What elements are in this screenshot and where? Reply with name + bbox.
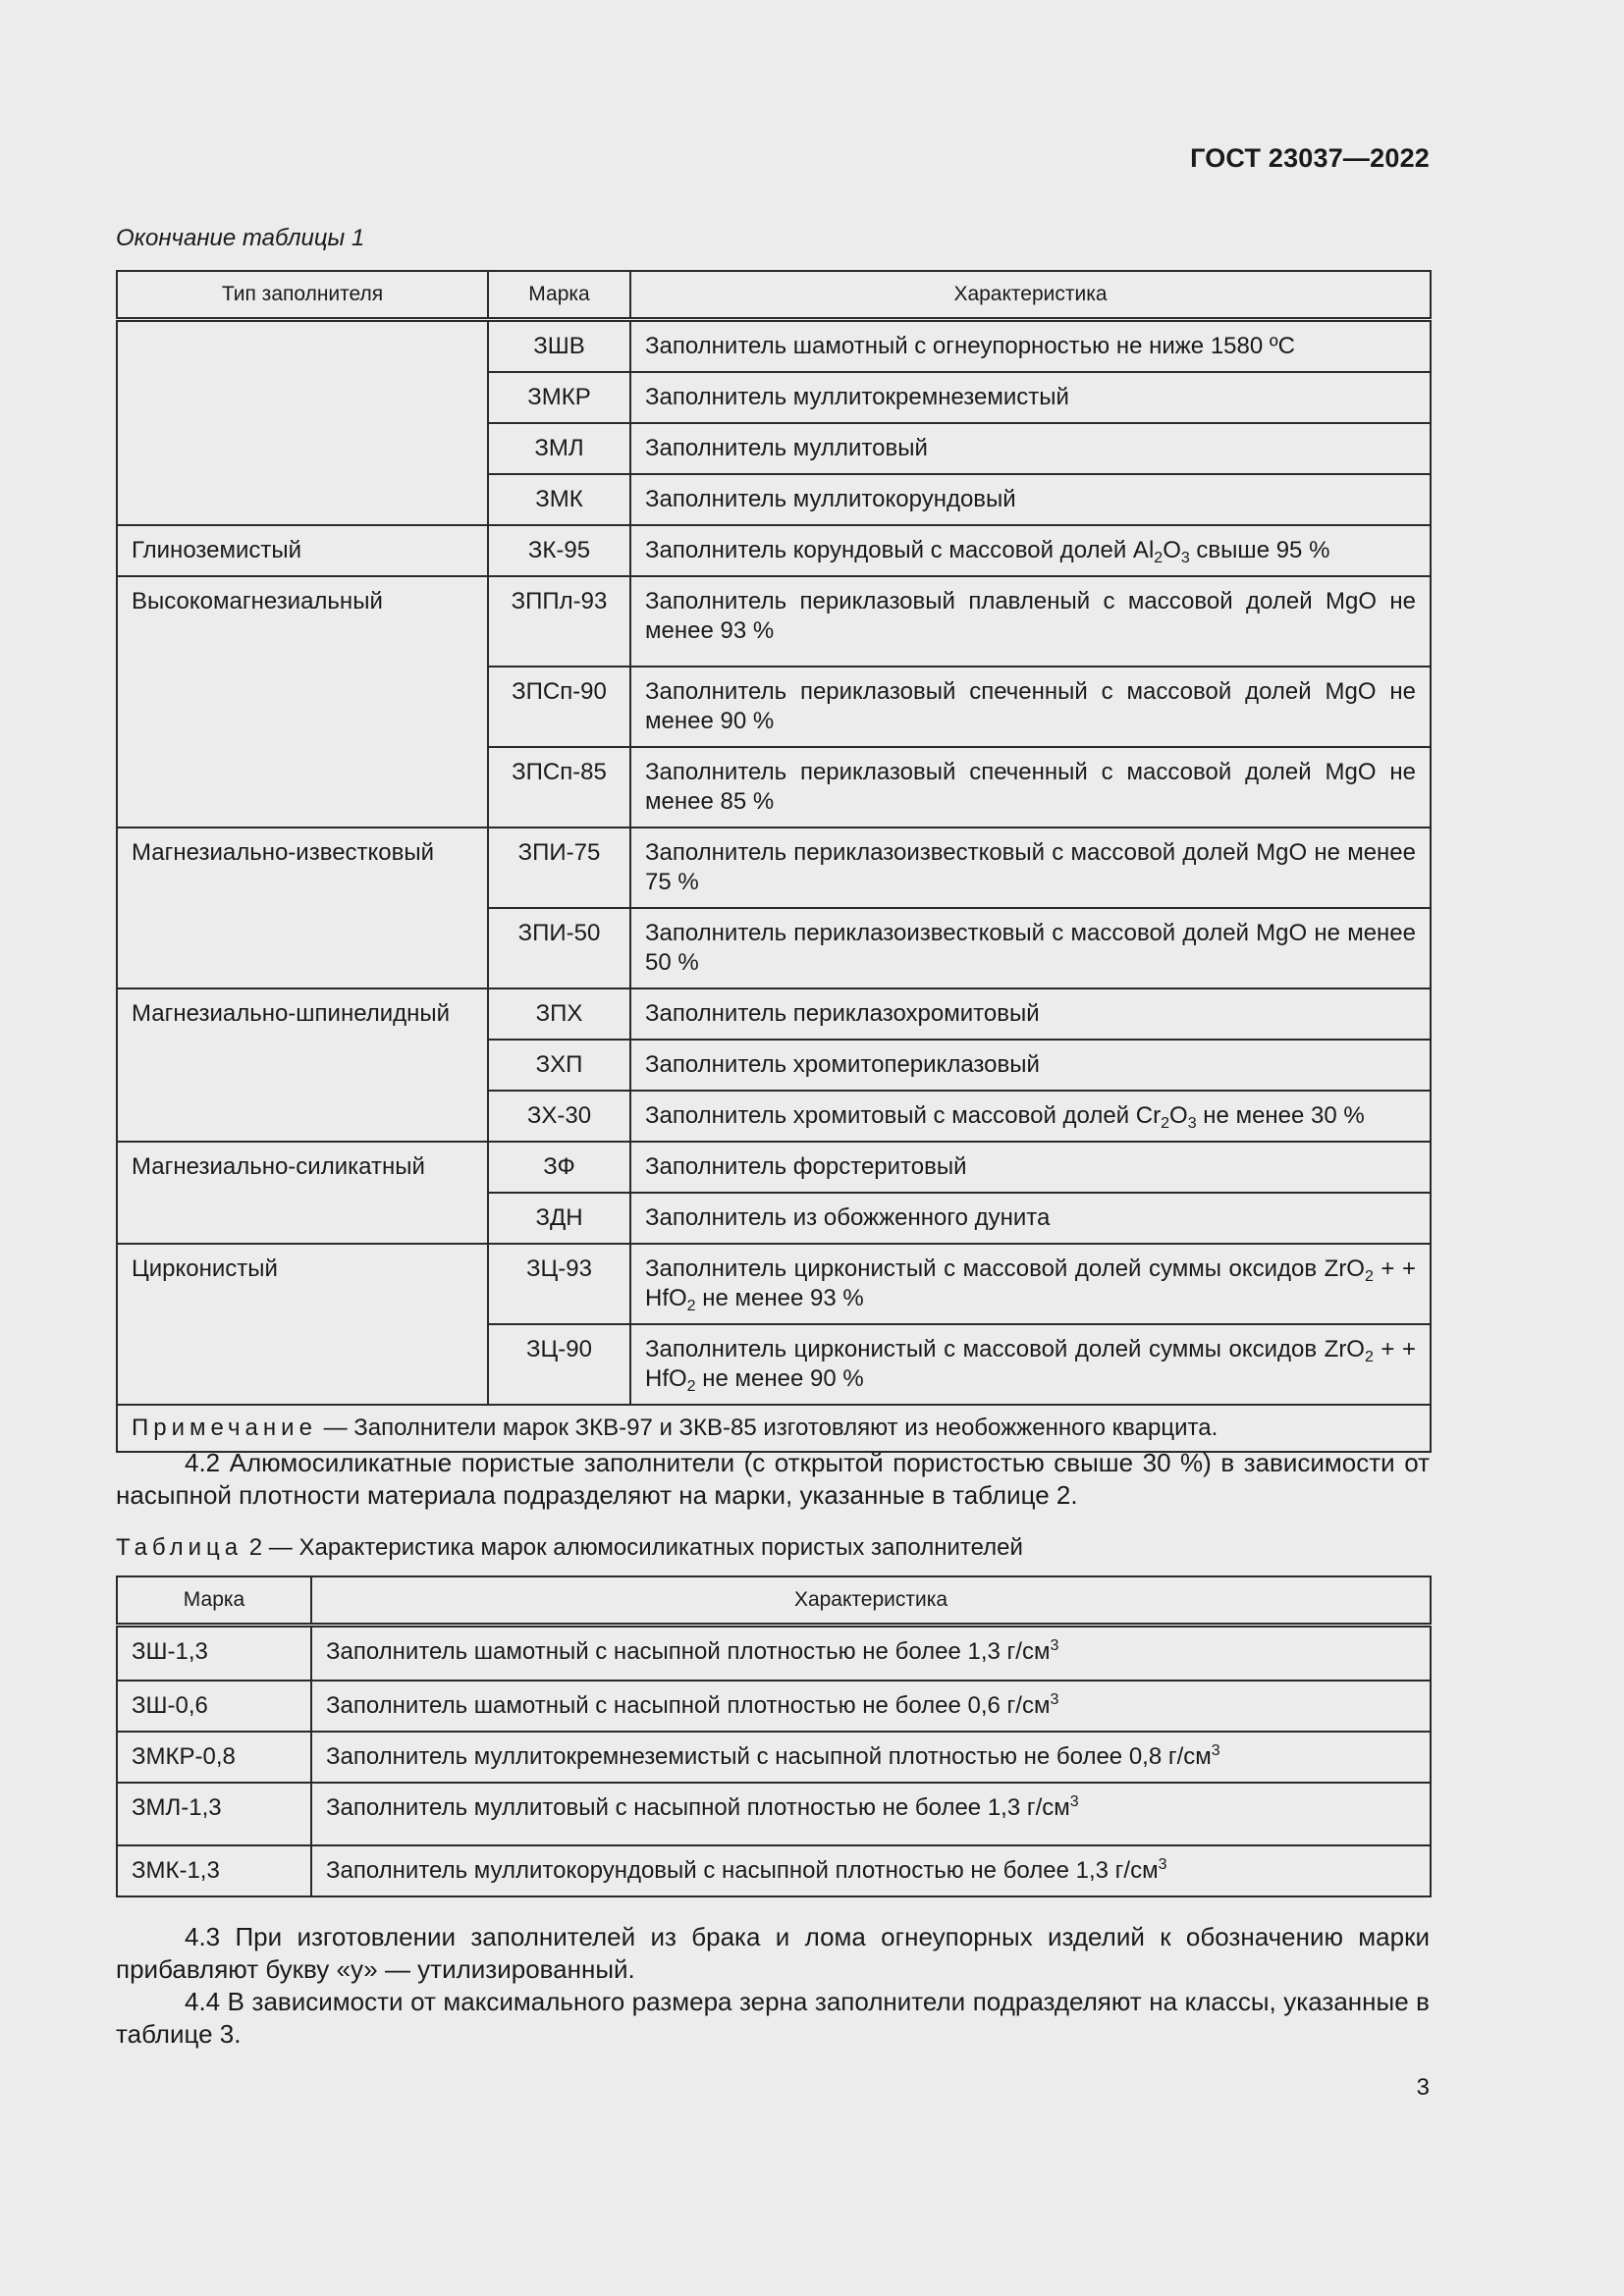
mark-cell: ЗПИ-50 (488, 908, 630, 988)
characteristic-cell: Заполнитель из обожженного дунита (630, 1193, 1431, 1244)
mark-cell: ЗМК (488, 474, 630, 525)
mark-cell: ЗДН (488, 1193, 630, 1244)
table-row (117, 988, 1431, 1040)
table-row (117, 1626, 1431, 1681)
characteristic-cell: Заполнитель периклазоизвестковый с массовой долей MgO не менее 50 % (630, 908, 1431, 988)
table-row (117, 828, 1431, 908)
characteristic-cell: Заполнитель хромитопериклазовый (630, 1040, 1431, 1091)
table-row (117, 1244, 1431, 1324)
header-characteristic: Характеристика (311, 1576, 1431, 1626)
characteristic-cell: Заполнитель периклазоизвестковый с массовой долей MgO не менее 75 % (630, 828, 1431, 908)
characteristic-cell: Заполнитель периклазовый спеченный с массовой долей MgO не менее 90 % (630, 667, 1431, 747)
header-mark: Марка (117, 1576, 311, 1626)
table-row (117, 320, 1431, 373)
characteristic-cell: Заполнитель шамотный с насыпной плотностью не более 1,3 $г/см^3$ (311, 1626, 1431, 1681)
characteristic-cell: Заполнитель периклазовый плавленый с массовой долей MgO не менее 93 % (630, 576, 1431, 667)
mark-cell: ЗПСп-85 (488, 747, 630, 828)
table1 (116, 270, 1432, 1453)
mark-cell: ЗШ-0,6 (117, 1681, 311, 1732)
mark-cell: ЗПИ-75 (488, 828, 630, 908)
table-row (117, 1783, 1431, 1845)
mark-cell: ЗМКР (488, 372, 630, 423)
mark-cell: ЗХП (488, 1040, 630, 1091)
type-cell: Высокомагнезиальный (117, 576, 488, 828)
mark-cell: ЗМЛ-1,3 (117, 1783, 311, 1845)
document-id: ГОСТ 23037—2022 (1190, 143, 1430, 173)
table-row (117, 1845, 1431, 1896)
mark-cell: ЗФ (488, 1142, 630, 1193)
type-cell: Цирконистый (117, 1244, 488, 1405)
characteristic-cell: Заполнитель периклазохромитовый (630, 988, 1431, 1040)
characteristic-cell: Заполнитель муллитокорундовый с насыпной плотностью не более 1,3 $г/см^3$ (311, 1845, 1431, 1896)
mark-cell: ЗК-95 (488, 525, 630, 576)
mark-cell: ЗЦ-93 (488, 1244, 630, 1324)
header-mark: Марка (488, 271, 630, 320)
mark-cell: ЗПХ (488, 988, 630, 1040)
characteristic-cell: Заполнитель шамотный с насыпной плотностью не более 0,6 $г/см^3$ (311, 1681, 1431, 1732)
characteristic-cell: Заполнитель цирконистый с массовой долей суммы оксидов ZrO$_2$ + + HfO$_2$ не менее 93 % (630, 1244, 1431, 1324)
mark-cell: ЗХ-30 (488, 1091, 630, 1142)
mark-cell: ЗЦ-90 (488, 1324, 630, 1405)
mark-cell: ЗМКР-0,8 (117, 1732, 311, 1783)
mark-cell: ЗМЛ (488, 423, 630, 474)
table-note-row (117, 1405, 1431, 1452)
characteristic-cell: Заполнитель муллитокорундовый (630, 474, 1431, 525)
characteristic-cell: Заполнитель цирконистый с массовой долей суммы оксидов ZrO$_2$ + + HfO$_2$ не менее 90 % (630, 1324, 1431, 1405)
page-number: 3 (1416, 2074, 1430, 2101)
header-type: Тип заполнителя (117, 271, 488, 320)
mark-cell: ЗШВ (488, 320, 630, 373)
type-cell: Магнезиально-известковый (117, 828, 488, 988)
table2 (116, 1575, 1432, 1897)
mark-cell: ЗМК-1,3 (117, 1845, 311, 1896)
mark-cell: ЗПСп-90 (488, 667, 630, 747)
type-cell-blank (117, 320, 488, 526)
characteristic-cell: Заполнитель форстеритовый (630, 1142, 1431, 1193)
mark-cell: ЗППл-93 (488, 576, 630, 667)
table-row (117, 1681, 1431, 1732)
characteristic-cell: Заполнитель корундовый с массовой долей $Al_2O_3$ свыше 95 % (630, 525, 1431, 576)
table1-header-row (117, 271, 1431, 320)
type-cell: Магнезиально-шпинелидный (117, 988, 488, 1142)
table-row (117, 525, 1431, 576)
paragraph-4-4: 4.4 В зависимости от максимального размера зерна заполнители подразделяют на классы, указанные в таблице 3. (116, 1987, 1430, 2049)
table2-header-row (117, 1576, 1431, 1626)
characteristic-cell: Заполнитель муллитовый с насыпной плотностью не более 1,3 $г/см^3$ (311, 1783, 1431, 1845)
table-row (117, 1142, 1431, 1193)
header-characteristic: Характеристика (630, 271, 1431, 320)
characteristic-cell: Заполнитель периклазовый спеченный с массовой долей MgO не менее 85 % (630, 747, 1431, 828)
characteristic-cell: Заполнитель муллитокремнеземистый (630, 372, 1431, 423)
characteristic-cell: Заполнитель шамотный с огнеупорностью не ниже 1580 ºС (630, 320, 1431, 373)
type-cell: Магнезиально-силикатный (117, 1142, 488, 1244)
characteristic-cell: Заполнитель хромитовый с массовой долей $Cr_2O_3$ не менее 30 % (630, 1091, 1431, 1142)
characteristic-cell: Заполнитель муллитокремнеземистый с насыпной плотностью не более 0,8 $г/см^3$ (311, 1732, 1431, 1783)
paragraph-4-3: 4.3 При изготовлении заполнителей из брака и лома огнеупорных изделий к обозначению марки прибавляют букву «у» — утилизированный. (116, 1922, 1430, 1984)
mark-cell: ЗШ-1,3 (117, 1626, 311, 1681)
paragraph-4-2: 4.2 Алюмосиликатные пористые заполнители (с открытой пористостью свыше 30 %) в зависимости от насыпной плотности материала подразделяют на марки, указанные в таблице 2. (116, 1448, 1430, 1510)
characteristic-cell: Заполнитель муллитовый (630, 423, 1431, 474)
table-row (117, 1732, 1431, 1783)
type-cell: Глиноземистый (117, 525, 488, 576)
table1-continuation-caption: Окончание таблицы 1 (116, 225, 365, 251)
table-row (117, 576, 1431, 667)
table2-caption: Таблица 2 — Характеристика марок алюмосиликатных пористых заполнителей (116, 1534, 1023, 1561)
table-note: Примечание — Заполнители марок ЗКВ-97 и ЗКВ-85 изготовляют из необожженного кварцита. (117, 1405, 1431, 1452)
